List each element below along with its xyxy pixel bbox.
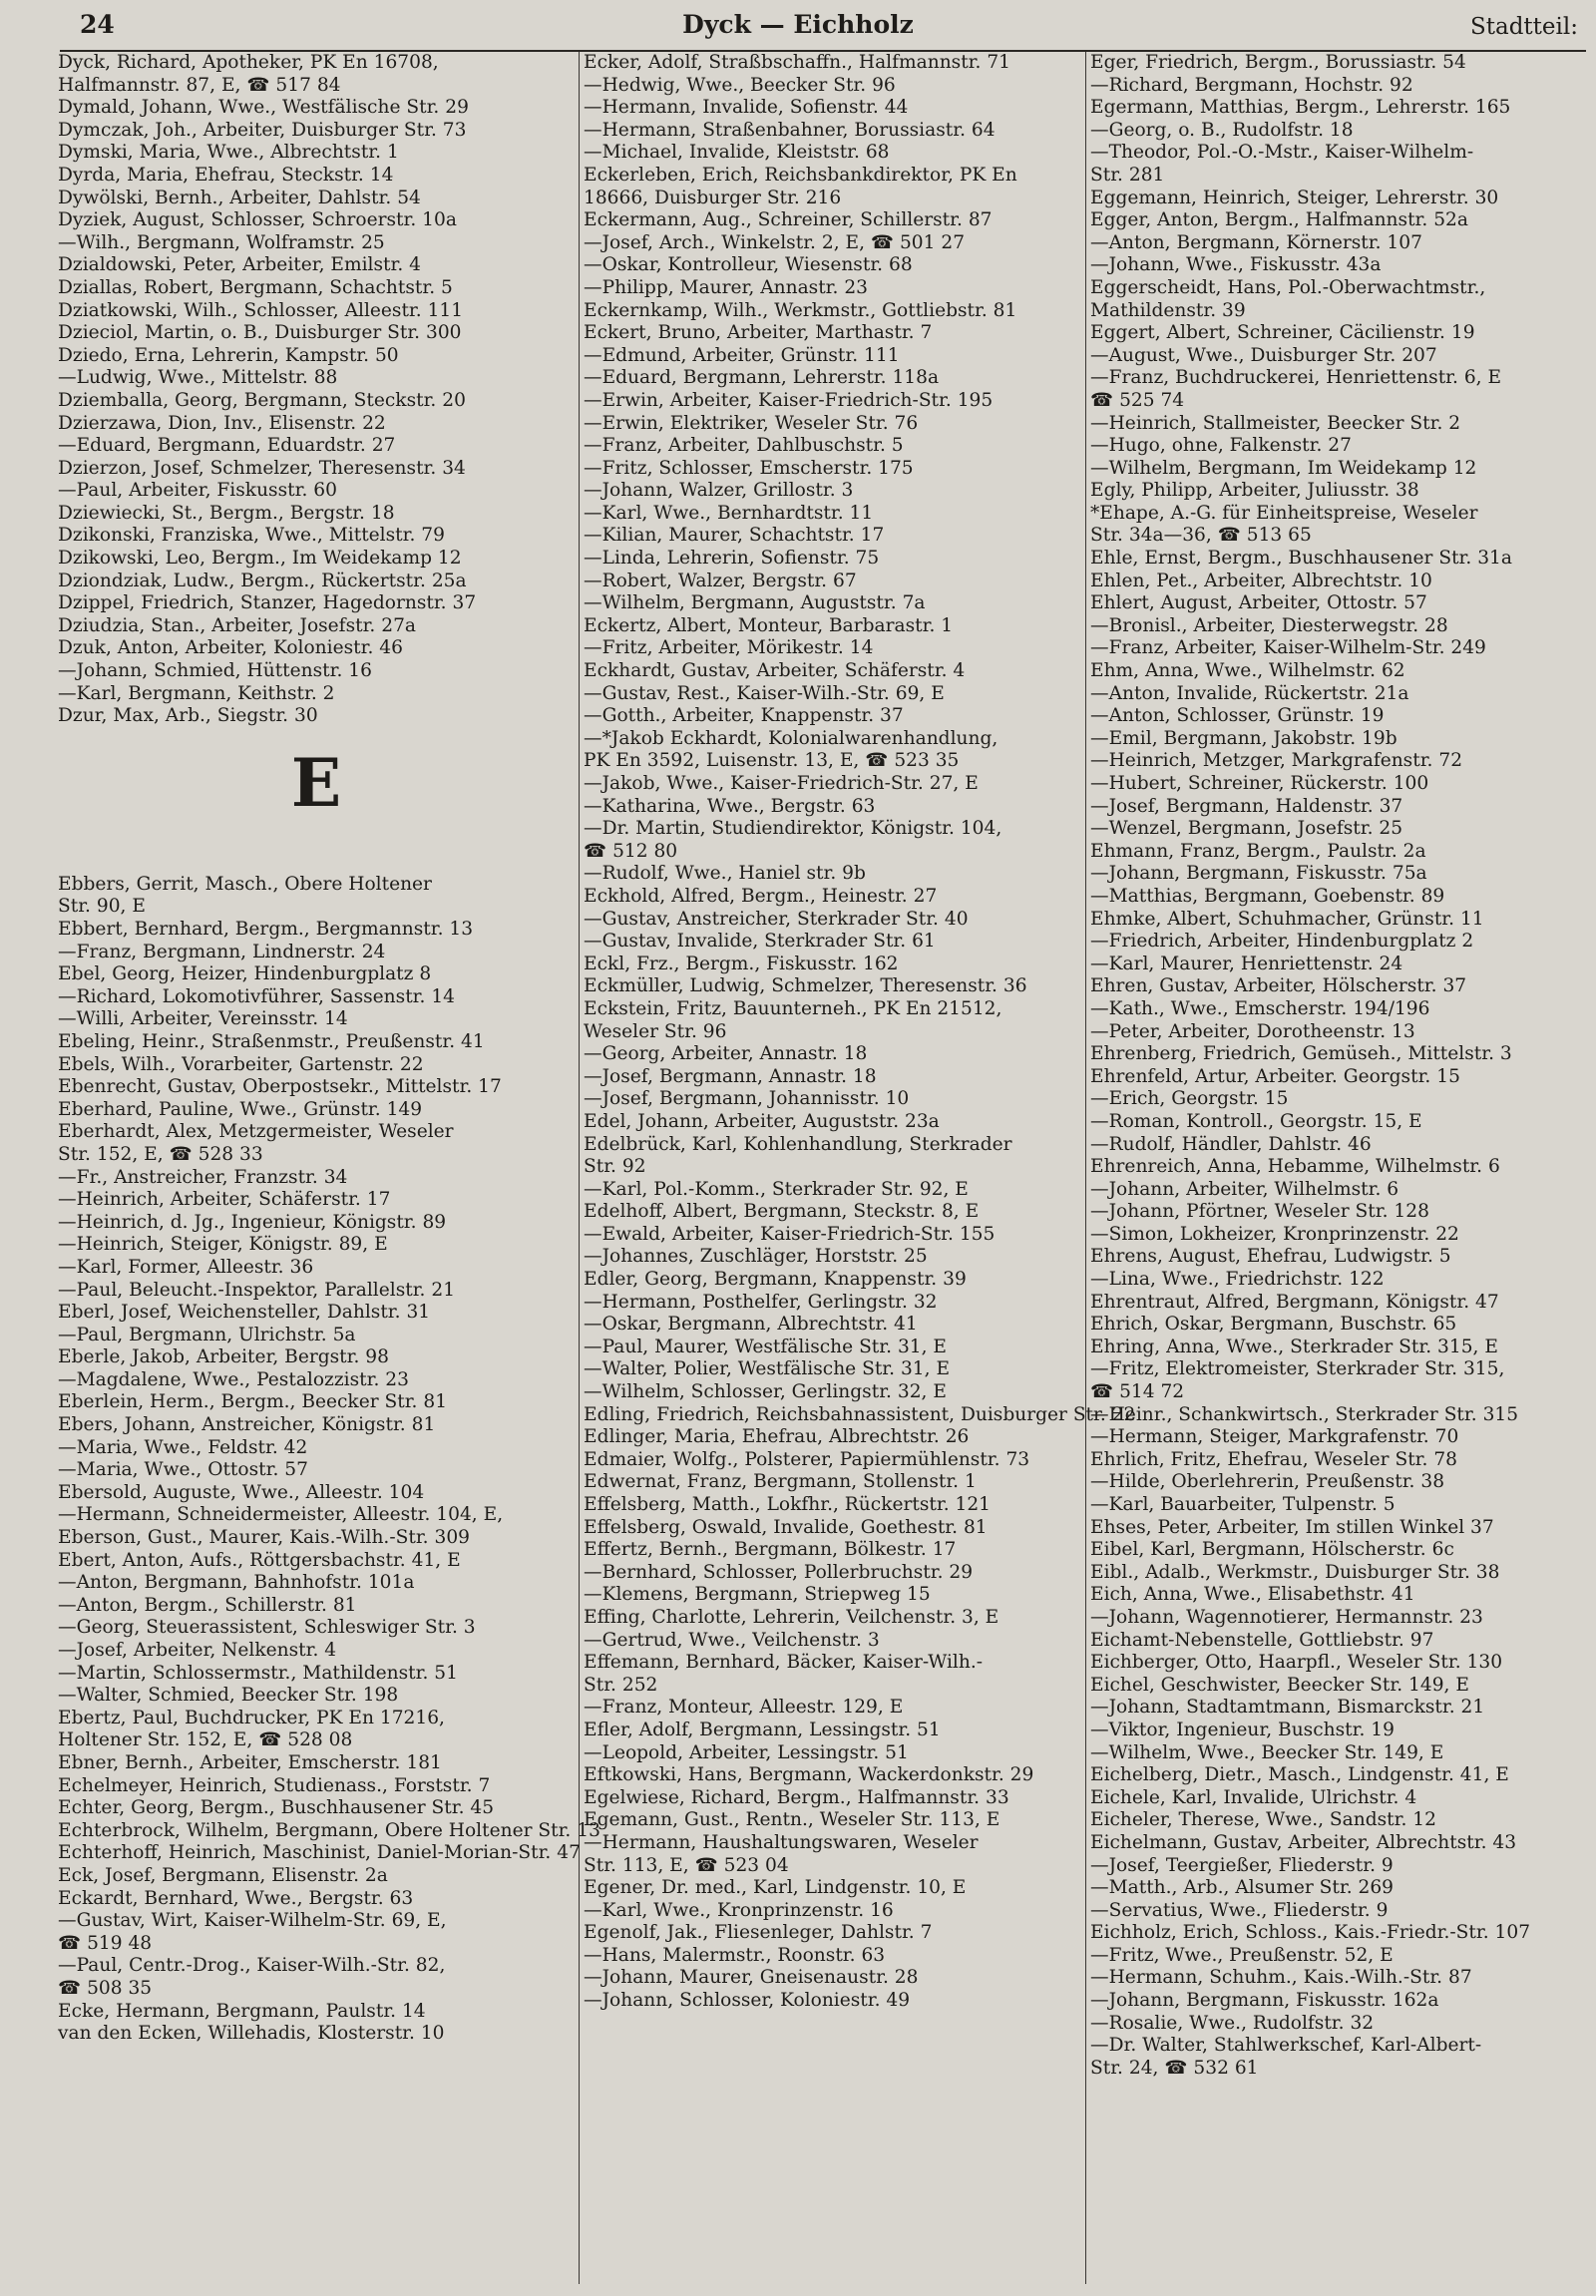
directory-entry: ☎ 514 72 — [1090, 1381, 1185, 1403]
directory-entry: —Heinrich, Steiger, Königstr. 89, E — [58, 1234, 388, 1256]
directory-entry: Ehrenreich, Anna, Hebamme, Wilhelmstr. 6 — [1090, 1156, 1500, 1178]
directory-entry: Dymczak, Joh., Arbeiter, Duisburger Str. 73 — [58, 119, 467, 141]
directory-entry: Eberle, Jakob, Arbeiter, Bergstr. 98 — [58, 1346, 389, 1368]
directory-entry: —Matthias, Bergmann, Goebenstr. 89 — [1090, 885, 1445, 907]
directory-entry: Eibel, Karl, Bergmann, Hölscherstr. 6c — [1090, 1539, 1454, 1561]
directory-entry: —Karl, Wwe., Kronprinzenstr. 16 — [584, 1899, 894, 1921]
directory-entry: Eggert, Albert, Schreiner, Cäcilienstr. 19 — [1090, 322, 1475, 344]
directory-entry: Ehrenberg, Friedrich, Gemüseh., Mittelstr. 3 — [1090, 1043, 1512, 1065]
directory-entry: Eckerleben, Erich, Reichsbankdirektor, PK En — [584, 164, 1017, 186]
directory-entry: —Klemens, Bergmann, Striepweg 15 — [584, 1584, 931, 1606]
directory-entry: Dziemballa, Georg, Bergmann, Steckstr. 20 — [58, 389, 466, 411]
directory-entry: —Karl, Maurer, Henriettenstr. 24 — [1090, 953, 1403, 974]
directory-entry: Dzur, Max, Arb., Siegstr. 30 — [58, 705, 318, 727]
directory-entry: —Hermann, Steiger, Markgrafenstr. 70 — [1090, 1426, 1459, 1448]
directory-entry: —Franz, Arbeiter, Kaiser-Wilhelm-Str. 249 — [1090, 637, 1486, 659]
directory-entry: Eichel, Geschwister, Beecker Str. 149, E — [1090, 1674, 1469, 1696]
directory-entry: —Heinrich, Arbeiter, Schäferstr. 17 — [58, 1189, 391, 1211]
directory-entry: —Josef, Bergmann, Haldenstr. 37 — [1090, 795, 1403, 817]
directory-entry: —Johann, Wwe., Fiskusstr. 43a — [1090, 254, 1382, 276]
directory-entry: —Walter, Polier, Westfälische Str. 31, E — [584, 1358, 951, 1380]
directory-entry: —Johann, Schmied, Hüttenstr. 16 — [58, 660, 372, 682]
directory-entry: —*Jakob Eckhardt, Kolonialwarenhandlung, — [584, 727, 998, 749]
directory-entry: —Erwin, Arbeiter, Kaiser-Friedrich-Str. 195 — [584, 389, 994, 411]
directory-entry: Str. 152, E, ☎ 528 33 — [58, 1143, 263, 1165]
directory-entry: Edel, Johann, Arbeiter, Auguststr. 23a — [584, 1110, 940, 1132]
directory-entry: —Ludwig, Wwe., Mittelstr. 88 — [58, 367, 338, 389]
directory-entry: —Fr., Anstreicher, Franzstr. 34 — [58, 1166, 348, 1188]
directory-entry: *Ehape, A.-G. für Einheitspreise, Weseler — [1090, 502, 1478, 524]
directory-entry: —Johann, Bergmann, Fiskusstr. 75a — [1090, 863, 1427, 885]
directory-entry: Ebers, Johann, Anstreicher, Königstr. 81 — [58, 1414, 436, 1436]
directory-entry: —Ewald, Arbeiter, Kaiser-Friedrich-Str. 155 — [584, 1223, 996, 1245]
directory-entry: Eberhard, Pauline, Wwe., Grünstr. 149 — [58, 1098, 423, 1120]
directory-entry: Edelhoff, Albert, Bergmann, Steckstr. 8, E — [584, 1201, 980, 1223]
directory-entry: Ehren, Gustav, Arbeiter, Hölscherstr. 37 — [1090, 975, 1467, 997]
directory-entry: —Walter, Schmied, Beecker Str. 198 — [58, 1685, 399, 1707]
directory-entry: —Anton, Bergm., Schillerstr. 81 — [58, 1594, 357, 1616]
page-number: 24 — [80, 10, 115, 39]
directory-entry: Egemann, Gust., Rentn., Weseler Str. 113, E — [584, 1809, 1000, 1831]
directory-entry: —Wenzel, Bergmann, Josefstr. 25 — [1090, 818, 1403, 840]
directory-entry: —Simon, Lokheizer, Kronprinzenstr. 22 — [1090, 1223, 1459, 1245]
directory-entry: —Leopold, Arbeiter, Lessingstr. 51 — [584, 1741, 909, 1763]
directory-entry: —Hugo, ohne, Falkenstr. 27 — [1090, 435, 1352, 457]
directory-entry: —Eduard, Bergmann, Eduardstr. 27 — [58, 435, 396, 457]
directory-entry: Eckl, Frz., Bergm., Fiskusstr. 162 — [584, 953, 899, 974]
directory-entry: —Wilh., Bergmann, Wolframstr. 25 — [58, 231, 385, 253]
directory-entry: —Paul, Bergmann, Ulrichstr. 5a — [58, 1324, 356, 1345]
directory-entry: —Bernhard, Schlosser, Pollerbruchstr. 29 — [584, 1561, 974, 1583]
directory-entry: —Richard, Bergmann, Hochstr. 92 — [1090, 74, 1413, 96]
directory-entry: Egenolf, Jak., Fliesenleger, Dahlstr. 7 — [584, 1922, 933, 1944]
directory-entry: —Gustav, Rest., Kaiser-Wilh.-Str. 69, E — [584, 682, 945, 704]
directory-entry: Eckernkamp, Wilh., Werkmstr., Gottliebstr. 81 — [584, 299, 1017, 321]
directory-entry: Eckermann, Aug., Schreiner, Schillerstr. 87 — [584, 209, 993, 231]
directory-entry: ☎ 508 35 — [58, 1977, 153, 1999]
directory-entry: Eckhold, Alfred, Bergm., Heinestr. 27 — [584, 885, 938, 907]
directory-entry: —Magdalene, Wwe., Pestalozzistr. 23 — [58, 1368, 409, 1390]
directory-entry: —Robert, Walzer, Bergstr. 67 — [584, 570, 857, 591]
directory-entry: Eckmüller, Ludwig, Schmelzer, Theresenstr. 36 — [584, 975, 1027, 997]
directory-entry: Eberl, Josef, Weichensteller, Dahlstr. 31 — [58, 1302, 431, 1324]
directory-entry: —Karl, Wwe., Bernhardtstr. 11 — [584, 502, 874, 524]
directory-entry: Eichelberg, Dietr., Masch., Lindgenstr. 41, E — [1090, 1764, 1509, 1786]
directory-entry: —Richard, Lokomotivführer, Sassenstr. 14 — [58, 985, 455, 1007]
directory-entry: Dzippel, Friedrich, Stanzer, Hagedornstr. 37 — [58, 592, 477, 614]
directory-entry: —Fritz, Arbeiter, Mörikestr. 14 — [584, 637, 874, 659]
directory-entry: Eckertz, Albert, Monteur, Barbarastr. 1 — [584, 614, 954, 636]
directory-entry: —Wilhelm, Bergmann, Auguststr. 7a — [584, 592, 926, 614]
directory-entry: —Emil, Bergmann, Jakobstr. 19b — [1090, 727, 1397, 749]
directory-entry: Ecker, Adolf, Straßbschaffn., Halfmannstr. 71 — [584, 52, 1011, 73]
directory-entry: Effertz, Bernh., Bergmann, Bölkestr. 17 — [584, 1539, 957, 1561]
directory-entry: Dziedo, Erna, Lehrerin, Kampstr. 50 — [58, 344, 399, 366]
directory-entry: —Josef, Arbeiter, Nelkenstr. 4 — [58, 1640, 337, 1661]
directory-entry: —Hubert, Schreiner, Rückerstr. 100 — [1090, 773, 1429, 794]
directory-entry: Effemann, Bernhard, Bäcker, Kaiser-Wilh.- — [584, 1652, 984, 1674]
directory-entry: Echterbrock, Wilhelm, Bergmann, Obere Holtener Str. 13 — [58, 1819, 600, 1841]
directory-entry: Dzikonski, Franziska, Wwe., Mittelstr. 79 — [58, 525, 445, 547]
directory-entry: —Karl, Bergmann, Keithstr. 2 — [58, 682, 335, 704]
directory-entry: Eich, Anna, Wwe., Elisabethstr. 41 — [1090, 1584, 1415, 1606]
directory-entry: Edler, Georg, Bergmann, Knappenstr. 39 — [584, 1269, 967, 1291]
directory-entry: ☎ 525 74 — [1090, 389, 1185, 411]
directory-entry: —Bronisl., Arbeiter, Diesterwegstr. 28 — [1090, 614, 1448, 636]
directory-entry: Ehm, Anna, Wwe., Wilhelmstr. 62 — [1090, 660, 1405, 682]
directory-entry: Dyziek, August, Schlosser, Schroerstr. 10a — [58, 209, 457, 231]
directory-entry: Eicheler, Therese, Wwe., Sandstr. 12 — [1090, 1809, 1436, 1831]
directory-entry: —Johann, Arbeiter, Wilhelmstr. 6 — [1090, 1178, 1399, 1200]
directory-entry: Ebenrecht, Gustav, Oberpostsekr., Mittelstr. 17 — [58, 1076, 502, 1098]
directory-entry: Ecke, Hermann, Bergmann, Paulstr. 14 — [58, 2000, 426, 2022]
directory-entry: Echterhoff, Heinrich, Maschinist, Daniel-Morian-Str. 47 — [58, 1842, 581, 1864]
directory-entry: —Hermann, Straßenbahner, Borussiastr. 64 — [584, 119, 996, 141]
directory-entry: —Dr. Martin, Studiendirektor, Königstr. 104, — [584, 818, 1002, 840]
directory-entry: —Anton, Bergmann, Körnerstr. 107 — [1090, 231, 1422, 253]
directory-entry: Str. 252 — [584, 1674, 658, 1696]
column-1 — [58, 52, 600, 2046]
directory-entry: —Heinrich, d. Jg., Ingenieur, Königstr. 89 — [58, 1211, 447, 1233]
directory-entry: —Paul, Centr.-Drog., Kaiser-Wilh.-Str. 82, — [58, 1955, 446, 1977]
directory-entry: —Linda, Lehrerin, Sofienstr. 75 — [584, 548, 880, 570]
directory-entry: Ebbert, Bernhard, Bergm., Bergmannstr. 13 — [58, 919, 474, 940]
directory-entry: —Hermann, Haushaltungswaren, Weseler — [584, 1831, 979, 1853]
directory-entry: Effelsberg, Matth., Lokfhr., Rückertstr. 121 — [584, 1494, 991, 1515]
directory-entry: Eichele, Karl, Invalide, Ulrichstr. 4 — [1090, 1786, 1417, 1808]
directory-entry: —Paul, Arbeiter, Fiskusstr. 60 — [58, 480, 337, 502]
column-3 — [1090, 52, 1589, 2080]
directory-entry: Dziatkowski, Wilh., Schlosser, Alleestr. 111 — [58, 299, 464, 321]
directory-entry: —Rosalie, Wwe., Rudolfstr. 32 — [1090, 2012, 1375, 2034]
directory-entry: Ehmke, Albert, Schuhmacher, Grünstr. 11 — [1090, 908, 1484, 930]
directory-entry: Ebel, Georg, Heizer, Hindenburgplatz 8 — [58, 963, 432, 985]
directory-entry: —Anton, Invalide, Rückertstr. 21a — [1090, 682, 1409, 704]
directory-entry: Edlinger, Maria, Ehefrau, Albrechtstr. 26 — [584, 1426, 970, 1448]
directory-entry: Egener, Dr. med., Karl, Lindgenstr. 10, E — [584, 1877, 967, 1899]
directory-entry: Echter, Georg, Bergm., Buschhausener Str. 45 — [58, 1797, 495, 1819]
running-title: Dyck — Eichholz — [682, 10, 914, 39]
directory-entry: —Hedwig, Wwe., Beecker Str. 96 — [584, 74, 896, 96]
directory-entry: Eibl., Adalb., Werkmstr., Duisburger Str. 38 — [1090, 1561, 1500, 1583]
page-header — [0, 4, 1596, 50]
directory-entry: —Friedrich, Arbeiter, Hindenburgplatz 2 — [1090, 931, 1474, 953]
directory-entry: —Hermann, Posthelfer, Gerlingstr. 32 — [584, 1291, 938, 1313]
directory-entry: Dzieciol, Martin, o. B., Duisburger Str. 300 — [58, 322, 462, 344]
directory-entry: Eggemann, Heinrich, Steiger, Lehrerstr. 30 — [1090, 187, 1499, 208]
directory-entry: Dziondziak, Ludw., Bergm., Rückertstr. 25a — [58, 570, 467, 591]
directory-entry: Dziallas, Robert, Bergmann, Schachtstr. 5 — [58, 276, 453, 298]
directory-entry: Edling, Friedrich, Reichsbahnassistent, Duisburger Str. 22 — [584, 1403, 1136, 1425]
directory-entry: —Servatius, Wwe., Fliederstr. 9 — [1090, 1899, 1389, 1921]
directory-entry: —Georg, Steuerassistent, Schleswiger Str. 3 — [58, 1617, 476, 1639]
directory-entry: —Johann, Bergmann, Fiskusstr. 162a — [1090, 1990, 1439, 2012]
directory-entry: Dzikowski, Leo, Bergm., Im Weidekamp 12 — [58, 548, 462, 570]
directory-entry: —Hermann, Schuhm., Kais.-Wilh.-Str. 87 — [1090, 1967, 1472, 1989]
directory-entry: —Josef, Arch., Winkelstr. 2, E, ☎ 501 27 — [584, 231, 966, 253]
directory-entry: Eckstein, Fritz, Bauunterneh., PK En 21512, — [584, 997, 1002, 1019]
directory-entry: —Josef, Bergmann, Johannisstr. 10 — [584, 1088, 910, 1110]
directory-entry: —Franz, Monteur, Alleestr. 129, E — [584, 1697, 904, 1719]
directory-entry: Eberhardt, Alex, Metzgermeister, Weseler — [58, 1121, 454, 1143]
directory-entry: —Roman, Kontroll., Georgstr. 15, E — [1090, 1110, 1422, 1132]
directory-entry: Eichamt-Nebenstelle, Gottliebstr. 97 — [1090, 1629, 1434, 1651]
directory-entry: —Franz, Bergmann, Lindnerstr. 24 — [58, 941, 386, 962]
directory-entry: —Maria, Wwe., Ottostr. 57 — [58, 1459, 308, 1481]
directory-entry: van den Ecken, Willehadis, Klosterstr. 10 — [58, 2023, 445, 2045]
directory-entry: —Hermann, Schneidermeister, Alleestr. 104, E, — [58, 1504, 504, 1526]
directory-entry: —Wilhelm, Schlosser, Gerlingstr. 32, E — [584, 1381, 947, 1403]
directory-entry: Str. 34a—36, ☎ 513 65 — [1090, 525, 1312, 547]
directory-entry: —Fritz, Elektromeister, Sterkrader Str. 315, — [1090, 1358, 1505, 1380]
directory-entry: —Paul, Maurer, Westfälische Str. 31, E — [584, 1336, 948, 1357]
directory-entry: —Fritz, Wwe., Preußenstr. 52, E — [1090, 1944, 1394, 1966]
directory-entry: —Maria, Wwe., Feldstr. 42 — [58, 1436, 308, 1458]
directory-entry: —Heinrich, Metzger, Markgrafenstr. 72 — [1090, 750, 1463, 772]
directory-entry: —Oskar, Bergmann, Albrechtstr. 41 — [584, 1314, 918, 1336]
directory-entry: —Wilhelm, Bergmann, Im Weidekamp 12 — [1090, 457, 1477, 479]
directory-entry: —Theodor, Pol.-O.-Mstr., Kaiser-Wilhelm- — [1090, 142, 1474, 164]
directory-entry: Dymski, Maria, Wwe., Albrechtstr. 1 — [58, 142, 399, 164]
directory-entry: —Josef, Teergießer, Fliederstr. 9 — [1090, 1854, 1394, 1876]
directory-entry: Egly, Philipp, Arbeiter, Juliusstr. 38 — [1090, 480, 1419, 502]
directory-entry: —Johann, Walzer, Grillostr. 3 — [584, 480, 854, 502]
directory-entry: Eberlein, Herm., Bergm., Beecker Str. 81 — [58, 1391, 448, 1413]
directory-entry: —Kilian, Maurer, Schachtstr. 17 — [584, 525, 885, 547]
directory-entry: —Matth., Arb., Alsumer Str. 269 — [1090, 1877, 1395, 1899]
district-label: Stadtteil: — [1470, 14, 1578, 40]
directory-entry: Effelsberg, Oswald, Invalide, Goethestr. 81 — [584, 1516, 988, 1538]
directory-entry: —Michael, Invalide, Kleiststr. 68 — [584, 142, 890, 164]
directory-entry: Ehrlich, Fritz, Ehefrau, Weseler Str. 78 — [1090, 1448, 1457, 1470]
directory-entry: —August, Wwe., Duisburger Str. 207 — [1090, 344, 1437, 366]
directory-entry: —Johann, Pförtner, Weseler Str. 128 — [1090, 1201, 1429, 1223]
directory-entry: —Katharina, Wwe., Bergstr. 63 — [584, 795, 876, 817]
directory-entry: Eckardt, Bernhard, Wwe., Bergstr. 63 — [58, 1887, 414, 1909]
directory-entry: Dyrda, Maria, Ehefrau, Steckstr. 14 — [58, 164, 394, 186]
directory-entry: —Rudolf, Händler, Dahlstr. 46 — [1090, 1133, 1372, 1155]
directory-entry: Str. 90, E — [58, 896, 146, 918]
directory-entry: ☎ 519 48 — [58, 1932, 153, 1954]
directory-entry: —Gertrud, Wwe., Veilchenstr. 3 — [584, 1629, 880, 1651]
directory-entry: Eckert, Bruno, Arbeiter, Marthastr. 7 — [584, 322, 933, 344]
directory-entry: —Edmund, Arbeiter, Grünstr. 111 — [584, 344, 900, 366]
directory-entry: —Karl, Pol.-Komm., Sterkrader Str. 92, E — [584, 1178, 969, 1200]
directory-entry: —Hilde, Oberlehrerin, Preußenstr. 38 — [1090, 1471, 1445, 1493]
directory-entry: Ehrens, August, Ehefrau, Ludwigstr. 5 — [1090, 1246, 1451, 1268]
directory-entry: Ebersold, Auguste, Wwe., Alleestr. 104 — [58, 1481, 425, 1503]
directory-entry: Halfmannstr. 87, E, ☎ 517 84 — [58, 74, 341, 96]
directory-entry: Dywölski, Bernh., Arbeiter, Dahlstr. 54 — [58, 187, 421, 208]
directory-entry: Holtener Str. 152, E, ☎ 528 08 — [58, 1729, 353, 1751]
directory-entry: —Heinr., Schankwirtsch., Sterkrader Str. 315 — [1090, 1403, 1519, 1425]
directory-entry: —Hermann, Invalide, Sofienstr. 44 — [584, 97, 909, 119]
directory-entry: —Rudolf, Wwe., Haniel str. 9b — [584, 863, 866, 885]
directory-entry: Eckhardt, Gustav, Arbeiter, Schäferstr. 4 — [584, 660, 966, 682]
directory-entry: —Wilhelm, Wwe., Beecker Str. 149, E — [1090, 1741, 1444, 1763]
directory-entry: —Anton, Bergmann, Bahnhofstr. 101a — [58, 1572, 415, 1594]
directory-entry: Effing, Charlotte, Lehrerin, Veilchenstr. 3, E — [584, 1606, 999, 1628]
directory-entry: Eichelmann, Gustav, Arbeiter, Albrechtstr. 43 — [1090, 1831, 1517, 1853]
directory-entry: Str. 281 — [1090, 164, 1165, 186]
directory-entry: —Karl, Former, Alleestr. 36 — [58, 1256, 314, 1278]
directory-entry: Edmaier, Wolfg., Polsterer, Papiermühlenstr. 73 — [584, 1448, 1030, 1470]
directory-entry: Dzuk, Anton, Arbeiter, Koloniestr. 46 — [58, 637, 403, 659]
directory-entry: Ebels, Wilh., Vorarbeiter, Gartenstr. 22 — [58, 1053, 424, 1075]
directory-entry: —Gustav, Wirt, Kaiser-Wilhelm-Str. 69, E, — [58, 1910, 447, 1932]
directory-entry: Ebeling, Heinr., Straßenmstr., Preußenstr. 41 — [58, 1030, 485, 1052]
directory-entry: Ehses, Peter, Arbeiter, Im stillen Winkel 37 — [1090, 1516, 1494, 1538]
directory-entry: ☎ 512 80 — [584, 840, 678, 862]
directory-entry: —Gotth., Arbeiter, Knappenstr. 37 — [584, 705, 904, 727]
directory-entry: —Erwin, Elektriker, Weseler Str. 76 — [584, 412, 919, 434]
directory-entry: 18666, Duisburger Str. 216 — [584, 187, 842, 208]
directory-entry: —Franz, Buchdruckerei, Henriettenstr. 6, E — [1090, 367, 1502, 389]
directory-entry: —Willi, Arbeiter, Vereinsstr. 14 — [58, 1008, 348, 1030]
directory-entry: Dzierzawa, Dion, Inv., Elisenstr. 22 — [58, 412, 386, 434]
directory-entry: —Johann, Maurer, Gneisenaustr. 28 — [584, 1967, 919, 1989]
directory-entry: Ehrentraut, Alfred, Bergmann, Königstr. 47 — [1090, 1291, 1499, 1313]
directory-entry: Dziewiecki, St., Bergm., Bergstr. 18 — [58, 502, 395, 524]
directory-entry: Ebertz, Paul, Buchdrucker, PK En 17216, — [58, 1707, 445, 1728]
directory-entry: —Heinrich, Stallmeister, Beecker Str. 2 — [1090, 412, 1461, 434]
column-divider — [579, 52, 580, 2284]
directory-entry: Eichholz, Erich, Schloss., Kais.-Friedr.-Str. 107 — [1090, 1922, 1531, 1944]
directory-entry: —Fritz, Schlosser, Emscherstr. 175 — [584, 457, 914, 479]
directory-entry: Ebbers, Gerrit, Masch., Obere Holtener — [58, 873, 432, 895]
directory-entry: Ehle, Ernst, Bergm., Buschhausener Str. 31a — [1090, 548, 1512, 570]
directory-entry: Egelwiese, Richard, Bergm., Halfmannstr. 33 — [584, 1786, 1009, 1808]
directory-entry: Ehlert, August, Arbeiter, Ottostr. 57 — [1090, 592, 1427, 614]
directory-entry: Weseler Str. 96 — [584, 1020, 727, 1042]
directory-entry: Eichberger, Otto, Haarpfl., Weseler Str. 130 — [1090, 1652, 1503, 1674]
directory-entry: Efler, Adolf, Bergmann, Lessingstr. 51 — [584, 1719, 941, 1740]
directory-entry: Str. 92 — [584, 1156, 646, 1178]
column-divider — [1085, 52, 1086, 2284]
directory-entry: Str. 24, ☎ 532 61 — [1090, 2057, 1259, 2079]
directory-entry: —Gustav, Invalide, Sterkrader Str. 61 — [584, 931, 936, 953]
directory-entry: Ehlen, Pet., Arbeiter, Albrechtstr. 10 — [1090, 570, 1432, 591]
directory-entry: Edelbrück, Karl, Kohlenhandlung, Sterkrader — [584, 1133, 1012, 1155]
directory-entry: —Anton, Schlosser, Grünstr. 19 — [1090, 705, 1385, 727]
directory-entry: Mathildenstr. 39 — [1090, 299, 1246, 321]
directory-entry: —Johannes, Zuschläger, Horststr. 25 — [584, 1246, 928, 1268]
directory-entry: —Kath., Wwe., Emscherstr. 194/196 — [1090, 997, 1430, 1019]
directory-entry: Dzialdowski, Peter, Arbeiter, Emilstr. 4 — [58, 254, 422, 276]
directory-entry: —Hans, Malermstr., Roonstr. 63 — [584, 1944, 886, 1966]
directory-entry: Eftkowski, Hans, Bergmann, Wackerdonkstr. 29 — [584, 1764, 1034, 1786]
directory-entry: —Jakob, Wwe., Kaiser-Friedrich-Str. 27, E — [584, 773, 979, 794]
directory-entry: Egermann, Matthias, Bergm., Lehrerstr. 165 — [1090, 97, 1511, 119]
directory-entry: —Erich, Georgstr. 15 — [1090, 1088, 1289, 1110]
directory-entry: —Georg, Arbeiter, Annastr. 18 — [584, 1043, 868, 1065]
directory-entry: —Dr. Walter, Stahlwerkschef, Karl-Albert- — [1090, 2035, 1482, 2057]
directory-entry: —Oskar, Kontrolleur, Wiesenstr. 68 — [584, 254, 913, 276]
directory-entry: —Gustav, Anstreicher, Sterkrader Str. 40 — [584, 908, 969, 930]
directory-entry: —Johann, Schlosser, Koloniestr. 49 — [584, 1990, 911, 2012]
directory-entry: —Lina, Wwe., Friedrichstr. 122 — [1090, 1269, 1385, 1291]
directory-entry: Egger, Anton, Bergm., Halfmannstr. 52a — [1090, 209, 1468, 231]
directory-entry: Dzierzon, Josef, Schmelzer, Theresenstr. 34 — [58, 457, 466, 479]
directory-entry: Str. 113, E, ☎ 523 04 — [584, 1854, 789, 1876]
directory-entry: Eger, Friedrich, Bergm., Borussiastr. 54 — [1090, 52, 1466, 73]
directory-entry: Dyck, Richard, Apotheker, PK En 16708, — [58, 52, 439, 73]
directory-entry: Eck, Josef, Bergmann, Elisenstr. 2a — [58, 1864, 388, 1886]
directory-entry: —Philipp, Maurer, Annastr. 23 — [584, 276, 869, 298]
section-letter: E — [290, 743, 342, 822]
directory-entry: Ebert, Anton, Aufs., Röttgersbachstr. 41, E — [58, 1549, 461, 1571]
directory-entry: Ehrich, Oskar, Bergmann, Buschstr. 65 — [1090, 1314, 1457, 1336]
directory-entry: Dziudzia, Stan., Arbeiter, Josefstr. 27a — [58, 614, 416, 636]
directory-entry: —Eduard, Bergmann, Lehrerstr. 118a — [584, 367, 940, 389]
directory-entry: —Georg, o. B., Rudolfstr. 18 — [1090, 119, 1354, 141]
directory-entry: Echelmeyer, Heinrich, Studienass., Forststr. 7 — [58, 1774, 491, 1796]
directory-entry: —Johann, Stadtamtmann, Bismarckstr. 21 — [1090, 1697, 1485, 1719]
directory-entry: Ehrenfeld, Artur, Arbeiter. Georgstr. 15 — [1090, 1065, 1460, 1087]
directory-entry: —Peter, Arbeiter, Dorotheenstr. 13 — [1090, 1020, 1415, 1042]
directory-entry: Edwernat, Franz, Bergmann, Stollenstr. 1 — [584, 1471, 977, 1493]
directory-entry: —Josef, Bergmann, Annastr. 18 — [584, 1065, 877, 1087]
directory-entry: Ebner, Bernh., Arbeiter, Emscherstr. 181 — [58, 1751, 442, 1773]
directory-entry: Ehring, Anna, Wwe., Sterkrader Str. 315, E — [1090, 1336, 1498, 1357]
directory-entry: —Paul, Beleucht.-Inspektor, Parallelstr. 21 — [58, 1279, 456, 1301]
directory-entry: Dymald, Johann, Wwe., Westfälische Str. 29 — [58, 97, 469, 119]
directory-entry: —Johann, Wagennotierer, Hermannstr. 23 — [1090, 1606, 1483, 1628]
directory-entry: Ehmann, Franz, Bergm., Paulstr. 2a — [1090, 840, 1426, 862]
directory-entry: PK En 3592, Luisenstr. 13, E, ☎ 523 35 — [584, 750, 960, 772]
directory-entry: —Karl, Bauarbeiter, Tulpenstr. 5 — [1090, 1494, 1396, 1515]
directory-entry: Eggerscheidt, Hans, Pol.-Oberwachtmstr., — [1090, 276, 1486, 298]
directory-entry: —Franz, Arbeiter, Dahlbuschstr. 5 — [584, 435, 904, 457]
directory-entry: Eberson, Gust., Maurer, Kais.-Wilh.-Str. 309 — [58, 1527, 470, 1549]
directory-entry: —Viktor, Ingenieur, Buschstr. 19 — [1090, 1719, 1395, 1740]
directory-entry: —Martin, Schlossermstr., Mathildenstr. 51 — [58, 1662, 458, 1684]
